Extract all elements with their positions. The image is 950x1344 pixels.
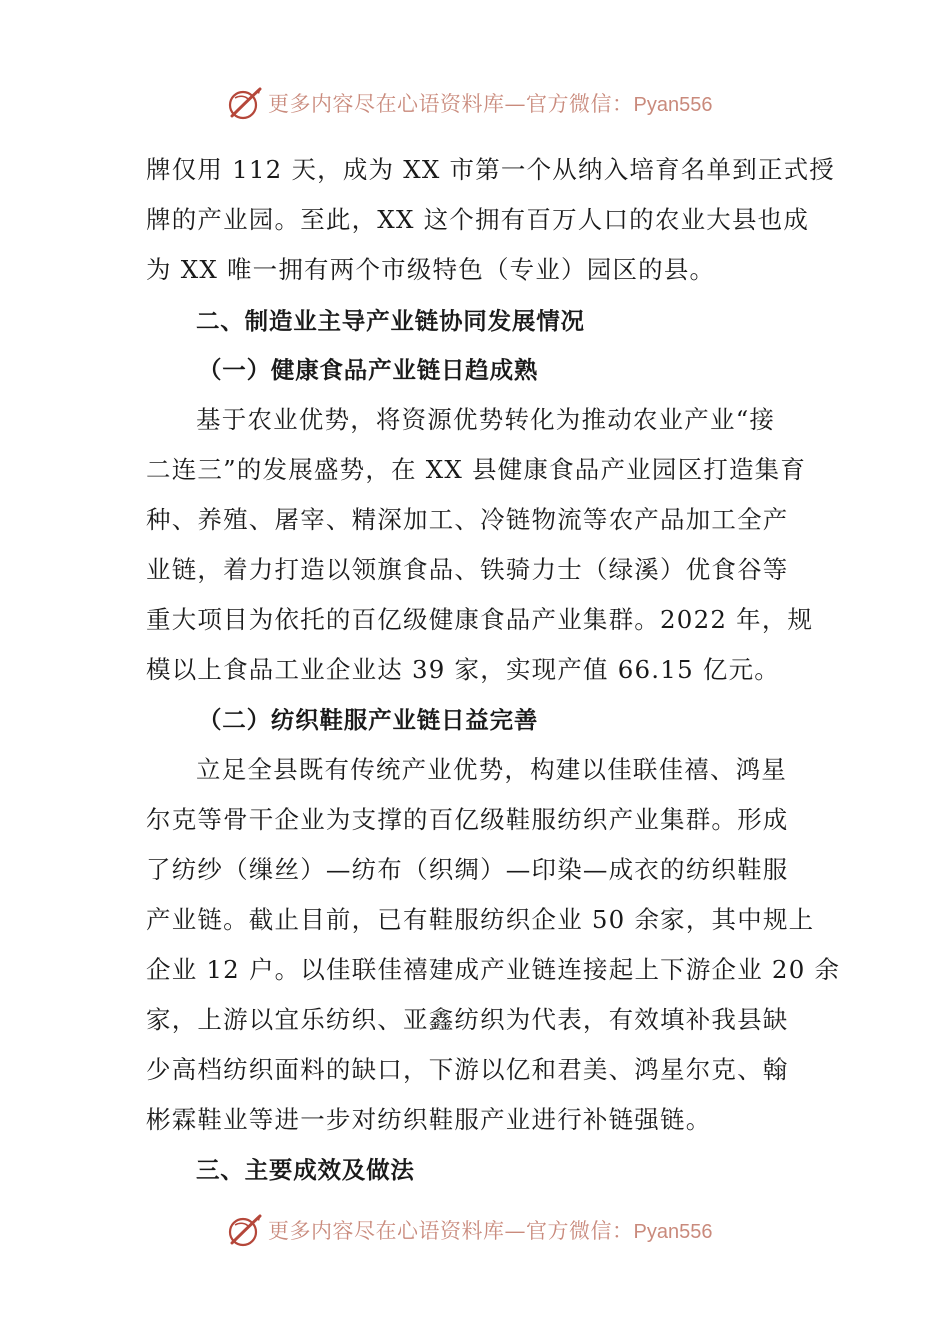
- paragraph-line: 模以上食品工业企业达 39 家，实现产值 66.15 亿元。: [146, 655, 780, 684]
- pen-swirl-logo-icon: [226, 1213, 264, 1249]
- watermark-text: 更多内容尽在心语资料库—官方微信：Pyan556: [268, 92, 713, 116]
- paragraph-line: 基于农业优势，将资源优势转化为推动农业产业“接: [196, 405, 776, 434]
- paragraph-line: 了纺纱（缫丝）—纺布（织绸）—印染—成衣的纺织鞋服: [146, 855, 789, 884]
- watermark-text: 更多内容尽在心语资料库—官方微信：Pyan556: [268, 1219, 713, 1243]
- paragraph-line: 立足全县既有传统产业优势，构建以佳联佳禧、鸿星: [196, 755, 788, 784]
- watermark-banner-bottom: [0, 1211, 950, 1251]
- paragraph-line: 家，上游以宜乐纺织、亚鑫纺织为代表，有效填补我县缺: [146, 1005, 789, 1034]
- paragraph-line: 二连三”的发展盛势，在 XX 县健康食品产业园区打造集育: [146, 455, 807, 484]
- paragraph-line: 牌的产业园。至此，XX 这个拥有百万人口的农业大县也成: [146, 205, 810, 234]
- paragraph-line: 企业 12 户。以佳联佳禧建成产业链连接起上下游企业 20 余: [146, 955, 841, 984]
- subsection-heading: （一）健康食品产业链日趋成熟: [198, 356, 539, 384]
- paragraph-line: 尔克等骨干企业为支撑的百亿级鞋服纺织产业集群。形成: [146, 805, 789, 834]
- paragraph-line: 彬霖鞋业等进一步对纺织鞋服产业进行补链强链。: [146, 1105, 712, 1134]
- paragraph-line: 重大项目为依托的百亿级健康食品产业集群。2022 年，规: [146, 605, 814, 634]
- section-heading: 二、制造业主导产业链协同发展情况: [196, 307, 585, 335]
- paragraph-line: 产业链。截止目前，已有鞋服纺织企业 50 余家，其中规上: [146, 905, 815, 934]
- paragraph-line: 少高档纺织面料的缺口，下游以亿和君美、鸿星尔克、翰: [146, 1055, 789, 1084]
- section-heading: 三、主要成效及做法: [196, 1156, 415, 1184]
- paragraph-line: 牌仅用 112 天，成为 XX 市第一个从纳入培育名单到正式授: [146, 155, 835, 184]
- paragraph-line: 为 XX 唯一拥有两个市级特色（专业）园区的县。: [146, 255, 716, 284]
- subsection-heading: （二）纺织鞋服产业链日益完善: [198, 706, 539, 734]
- paragraph-line: 种、养殖、屠宰、精深加工、冷链物流等农产品加工全产: [146, 505, 789, 534]
- paragraph-line: 业链，着力打造以领旗食品、铁骑力士（绿溪）优食谷等: [146, 555, 789, 584]
